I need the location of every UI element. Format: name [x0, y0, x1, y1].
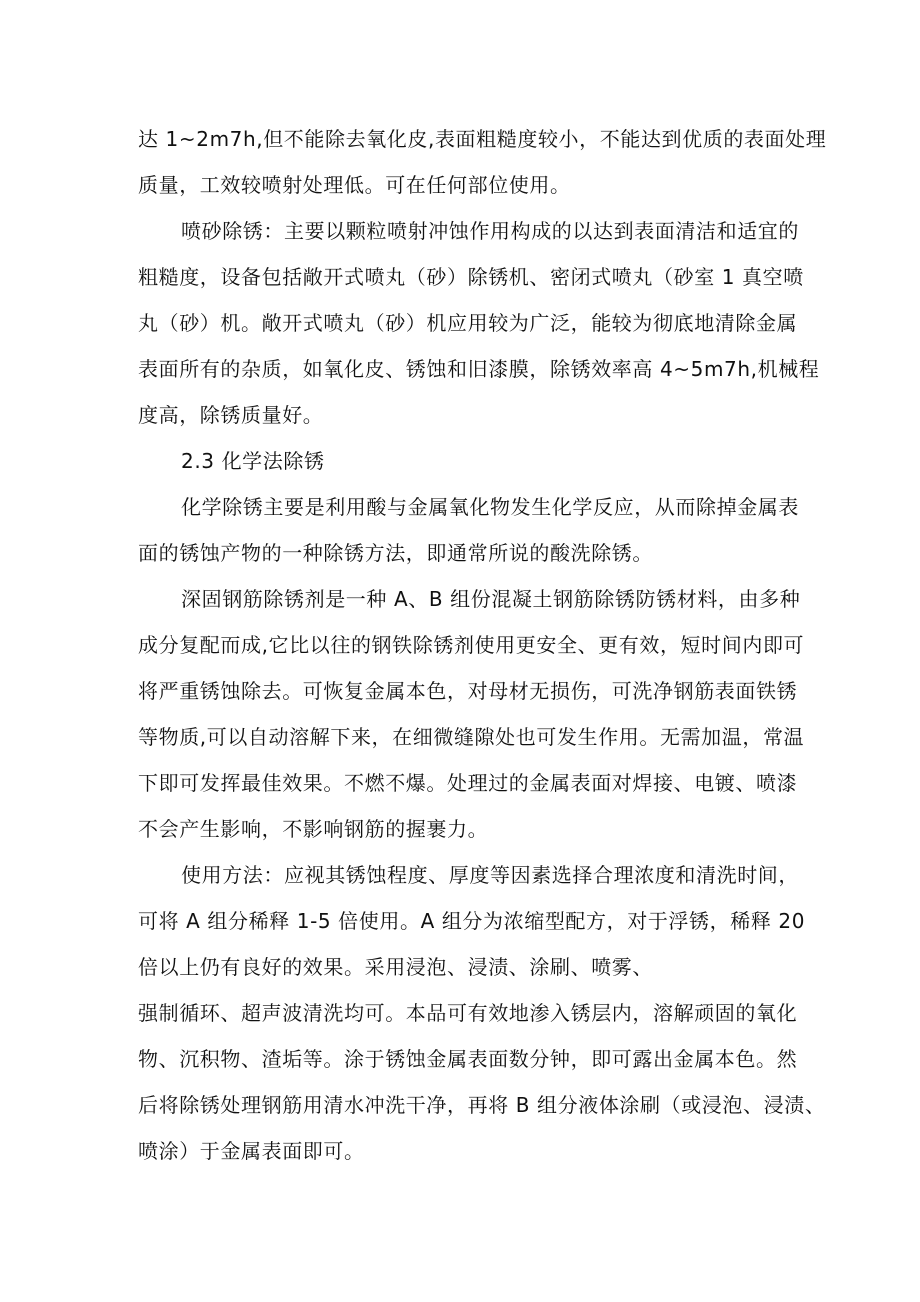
paragraph-first-line: 深固钢筋除锈剂是一种 A、B 组份混凝土钢筋除锈防锈材料，由多种: [181, 587, 801, 611]
text-line: 下即可发挥最佳效果。不燃不爆。处理过的金属表面对焊接、电镀、喷漆: [138, 771, 798, 795]
text-line: 粗糙度，设备包括敞开式喷丸（砂）除锈机、密闭式喷丸（砂室 1 真空喷: [138, 265, 804, 289]
text-line: 等物质,可以自动溶解下来，在细微缝隙处也可发生作用。无需加温，常温: [138, 725, 805, 749]
paragraph-first-line: 使用方法：应视其锈蚀程度、厚度等因素选择合理浓度和清洗时间，: [181, 863, 799, 887]
text-line: 质量，工效较喷射处理低。可在任何部位使用。: [138, 173, 571, 197]
section-heading: 2.3 化学法除锈: [181, 449, 325, 473]
text-line: 物、沉积物、渣垢等。涂于锈蚀金属表面数分钟，即可露出金属本色。然: [138, 1047, 798, 1071]
text-line: 后将除锈处理钢筋用清水冲洗干净，再将 B 组分液体涂刷（或浸泡、浸渍、: [138, 1093, 826, 1117]
paragraph-first-line: 化学除锈主要是利用酸与金属氧化物发生化学反应，从而除掉金属表: [181, 495, 799, 519]
text-line: 成分复配而成,它比以往的钢铁除锈剂使用更安全、更有效，短时间内即可: [138, 633, 805, 657]
text-line: 不会产生影响，不影响钢筋的握裹力。: [138, 817, 489, 841]
text-line: 倍以上仍有良好的效果。采用浸泡、浸渍、涂刷、喷雾、: [138, 955, 653, 979]
text-line: 可将 A 组分稀释 1-5 倍使用。A 组分为浓缩型配方，对于浮锈，稀释 20: [138, 909, 806, 933]
text-line: 强制循环、超声波清洗均可。本品可有效地渗入锈层内，溶解顽固的氧化: [138, 1001, 798, 1025]
text-line: 面的锈蚀产物的一种除锈方法，即通常所说的酸洗除锈。: [138, 541, 653, 565]
text-line: 将严重锈蚀除去。可恢复金属本色，对母材无损伤，可洗净钢筋表面铁锈: [138, 679, 798, 703]
text-line: 度高，除锈质量好。: [138, 403, 324, 427]
text-line: 丸（砂）机。敞开式喷丸（砂）机应用较为广泛，能较为彻底地清除金属: [138, 311, 798, 335]
text-line: 表面所有的杂质，如氧化皮、锈蚀和旧漆膜，除锈效率高 4~5m7h,机械程: [138, 357, 820, 381]
text-line: 达 1~2m7h,但不能除去氧化皮,表面粗糙度较小，不能达到优质的表面处理: [138, 127, 827, 151]
paragraph-first-line: 喷砂除锈：主要以颗粒喷射冲蚀作用构成的以达到表面清洁和适宜的: [181, 219, 799, 243]
text-line: 喷涂）于金属表面即可。: [138, 1139, 365, 1163]
